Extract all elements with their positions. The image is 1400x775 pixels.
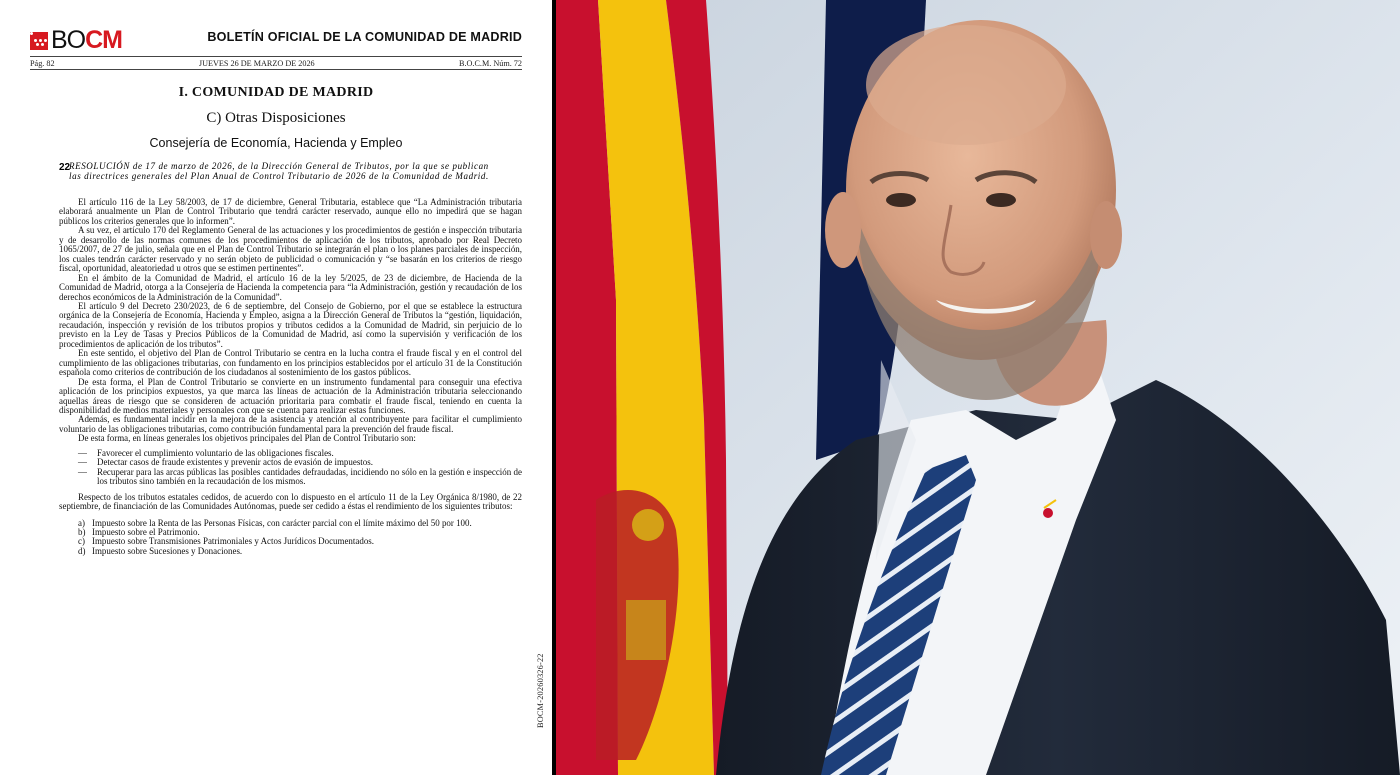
objectives-list	[59, 449, 522, 487]
list-text: Impuesto sobre Transmisiones Patrimoniales y Actos Jurídicos Documentados.	[92, 536, 375, 547]
paragraph: De esta forma, en líneas generales los objetivos principales del Plan de Control Tributario son:	[78, 433, 416, 444]
issue-number: B.O.C.M. Núm. 72	[458, 59, 522, 68]
section-heading: I. COMUNIDAD DE MADRID	[178, 85, 374, 100]
list-item: — Detectar casos de fraude existentes y prevenir actos de evasión de impuestos.	[59, 458, 522, 467]
resolution-number: 22	[59, 162, 71, 173]
publication-date: JUEVES 26 DE MARZO DE 2026	[198, 59, 315, 68]
bocm-logo	[30, 26, 122, 55]
page-number: Pág. 82	[30, 59, 55, 68]
portrait-illustration	[556, 0, 1400, 775]
logo-prefix: BO	[51, 26, 86, 54]
paragraph: De esta forma, el Plan de Control Tributario se convierte en un instrumento fundamental para conseguir una efectiva aplicación de los principios expuestos, ya que marca las líneas de actuación de la Administración tributaria seleccionando aquellas áreas de riesgo que se consideren de actuación prioritaria para combatir el fraude fiscal, teniendo en cuenta la disponibilidad de medios materiales y personales con que se cuenta para realizar estas funciones.	[59, 376, 522, 415]
spain-flag	[556, 0, 728, 775]
subsection-heading: C) Otras Disposiciones	[206, 110, 346, 126]
taxes-list	[59, 519, 522, 557]
department-heading: Consejería de Economía, Hacienda y Empleo	[149, 136, 403, 150]
list-label: d)	[78, 545, 86, 556]
list-text: Impuesto sobre la Renta de las Personas Físicas, con carácter parcial con el límite máximo del 50 por 100.	[92, 517, 472, 528]
side-code: BOCM-20260326-22	[536, 653, 545, 728]
paragraph: Respecto de los tributos estatales cedidos, de acuerdo con lo dispuesto en el artículo 11 de la Ley Orgánica 8/1980, de 22 septiembre, de financiación de las Comunidades Autónomas, puede ser cedido a éstas el rendimiento de los siguientes tributos:	[59, 491, 522, 512]
masthead	[30, 0, 522, 52]
list-item: — Recuperar para las arcas públicas las posibles cantidades defraudadas, incidiendo no sólo en la gestión e inspección de los tributos sino también en la recaudación de los mismos.	[59, 468, 522, 487]
paragraph: A su vez, el artículo 170 del Reglamento General de las actuaciones y los procedimientos de gestión e inspección tributaria y de desarrollo de las normas comunes de los procedimientos de aplicación de los tributos, aprobado por Real Decreto 1065/2007, de 27 de julio, señala que en el Plan de Control Tributario se integrarán el plan o los planes parciales de inspección, los cuales tendrán carácter reservado y no serán objeto de publicidad o comunicación y “se basarán en los criterios de riesgo fiscal, oportunidad, aleatoriedad u otros que se estimen pertinentes”.	[59, 225, 522, 274]
logo-suffix: CM	[85, 26, 123, 54]
list-text: Impuesto sobre Sucesiones y Donaciones.	[92, 545, 243, 556]
paragraph: En el ámbito de la Comunidad de Madrid, el artículo 16 de la ley 5/2025, de 23 de diciembre, de Hacienda de la Comunidad de Madrid, otorga a la Consejería de Hacienda la competencia para “la Administración, gestión y recaudación de los derechos económicos de la Administración de la Comunidad”.	[59, 272, 522, 302]
bocm-document-page	[0, 0, 552, 775]
paragraph: El artículo 116 de la Ley 58/2003, de 17 de diciembre, General Tributaria, establece que “La Administración tributaria elaborará anualmente un Plan de Control Tributario que tendrá carácter reservado, aunque ello no impedirá que se hagan públicos los criterios generales que lo informen”.	[59, 197, 522, 226]
list-item	[59, 547, 522, 556]
document-body	[30, 198, 522, 556]
meta-bar	[30, 56, 522, 70]
list-label: b)	[78, 526, 86, 537]
list-item: — Favorecer el cumplimiento voluntario de las obligaciones fiscales.	[59, 449, 522, 458]
paragraph: Además, es fundamental incidir en la mejora de la asistencia y atención al contribuyente para facilitar el cumplimiento voluntario de las obligaciones tributarias, como contribución fundamental para la prevención del fraude fiscal.	[59, 414, 522, 434]
list-label: c)	[78, 536, 85, 547]
portrait-photo	[556, 0, 1400, 775]
madrid-stars-icon	[30, 32, 48, 50]
resolution-title: RESOLUCIÓN de 17 de marzo de 2026, de la Dirección General de Tributos, por la que se publican las directrices generales del Plan Anual de Control Tributario de 2026 de la Comunidad de Madrid.	[69, 161, 489, 181]
resolution-header	[30, 162, 522, 181]
bulletin-title: BOLETÍN OFICIAL DE LA COMUNIDAD DE MADRID	[207, 30, 522, 44]
list-text: Impuesto sobre el Patrimonio.	[92, 526, 200, 537]
paragraph: El artículo 9 del Decreto 230/2023, de 6 de septiembre, del Consejo de Gobierno, por el que se establece la estructura orgánica de la Consejería de Economía, Hacienda y Empleo, asigna a la Dirección General de Tributos la “gestión, liquidación, recaudación, inspección y revisión de los tributos propios y tributos cedidos a la Comunidad de Madrid, sin perjuicio de lo previsto en la Ley de Tasas y Precios Públicos de la Comunidad de Madrid, así como la supervisión y verificación de los procedimientos de aplicación de los tributos”.	[59, 300, 522, 349]
list-label: a)	[78, 517, 85, 528]
paragraph: En este sentido, el objetivo del Plan de Control Tributario se centra en la lucha contra el fraude fiscal y en el control del cumplimiento de las obligaciones tributarias, con fundamento en los principios establecidos por el artículo 31 de la Constitución española como criterios de contribución de los ciudadanos al sostenimiento de los gastos públicos.	[59, 348, 522, 378]
